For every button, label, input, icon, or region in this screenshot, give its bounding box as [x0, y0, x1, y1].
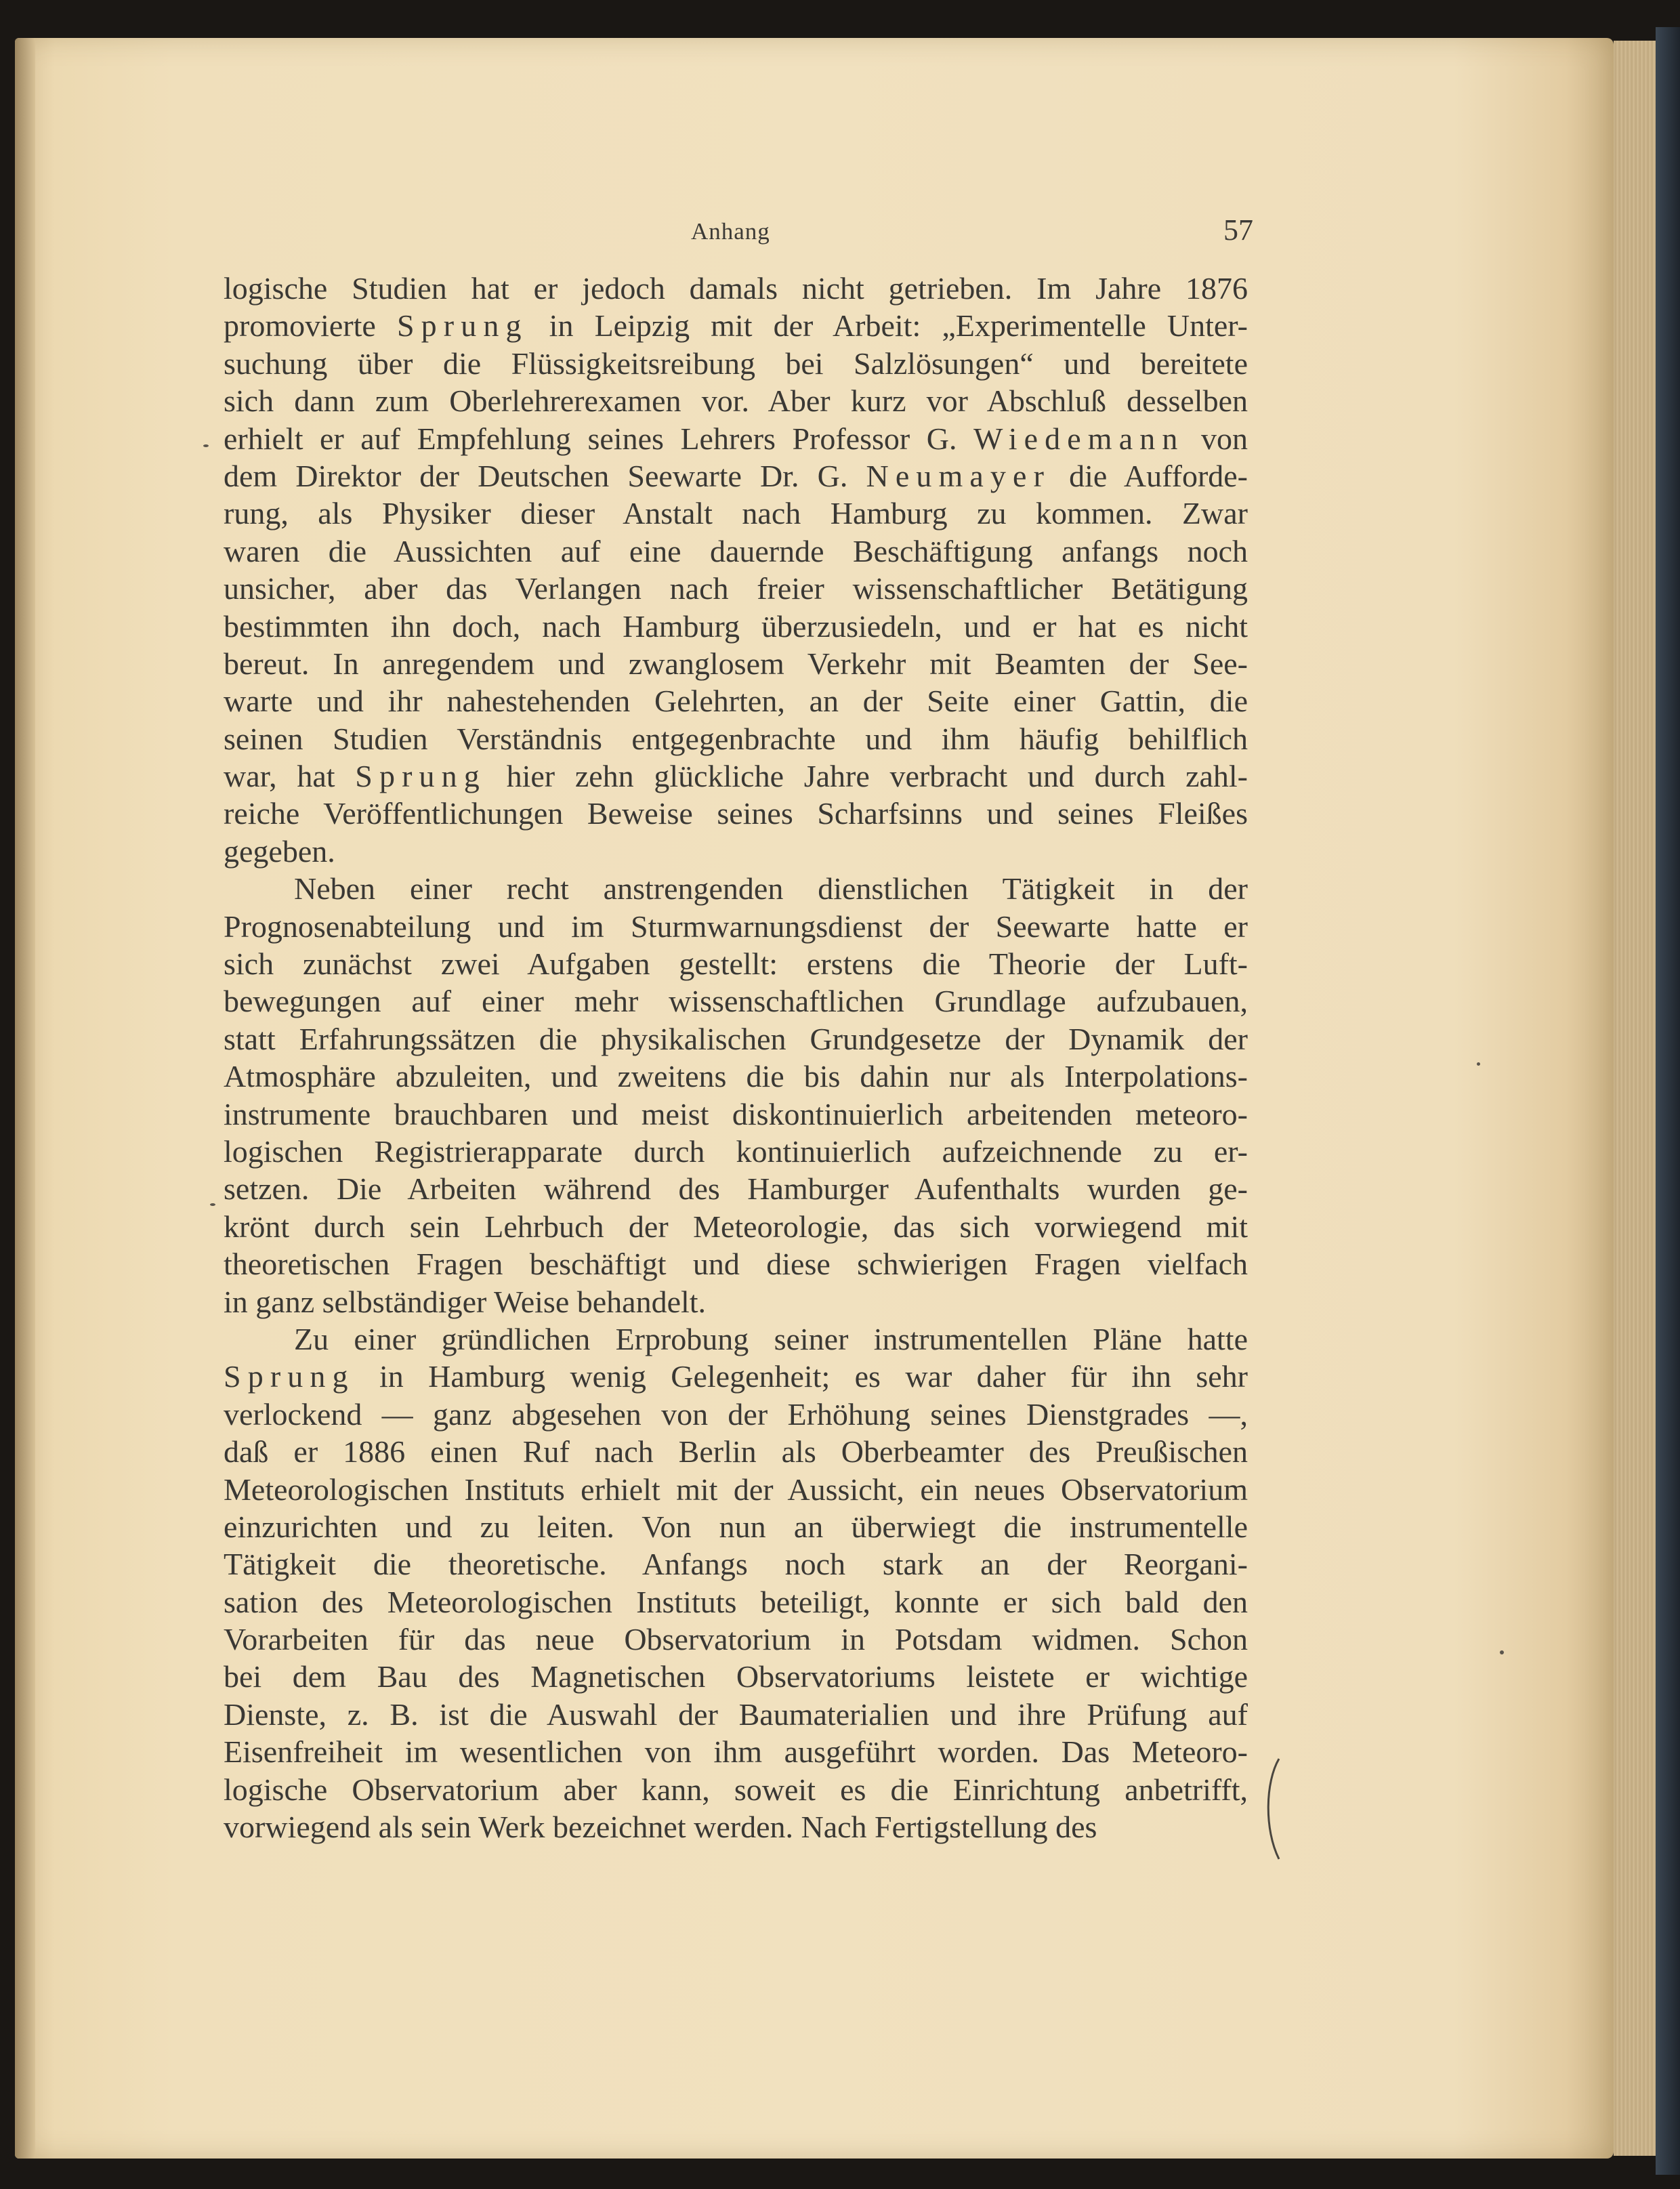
running-head-title: Anhang [691, 218, 770, 245]
ink-speck [1477, 1062, 1480, 1066]
text-line: statt Erfahrungssätzen die physikalischen Grundgesetze der Dynamik der [224, 1021, 1248, 1056]
text-line: Sprung in Hamburg wenig Gelegenheit; es war daher für ihn sehr [224, 1359, 1248, 1394]
paragraph [224, 270, 1248, 870]
text-line: verlockend — ganz abgesehen von der Erhöhung seines Dienstgrades —, [224, 1396, 1248, 1432]
paragraph [224, 1320, 1248, 1846]
text-line: bei dem Bau des Magnetischen Observatoriums leistete er wichtige [224, 1659, 1248, 1694]
text-line: Tätigkeit die theoretische. Anfangs noch stark an der Reorgani- [224, 1547, 1248, 1582]
text-line: promovierte Sprung in Leipzig mit der Arbeit: „Experimentelle Unter- [224, 308, 1248, 343]
text-line: Meteorologischen Instituts erhielt mit der Aussicht, ein neues Observatorium [224, 1472, 1248, 1507]
page-edges [1614, 41, 1656, 2156]
text-line: bestimmten ihn doch, nach Hamburg überzusiedeln, und er hat es nicht [224, 608, 1248, 644]
text-line: war, hat Sprung hier zehn glückliche Jahre verbracht und durch zahl- [224, 759, 1248, 794]
text-line: daß er 1886 einen Ruf nach Berlin als Oberbeamter des Preußischen [224, 1434, 1248, 1469]
text-line: Zu einer gründlichen Erprobung seiner instrumentellen Pläne hatte [294, 1321, 1248, 1356]
spaced-name: Sprung [224, 1359, 355, 1394]
text-line: bereut. In anregendem und zwanglosem Verkehr mit Beamten der See- [224, 646, 1248, 681]
text-line: vorwiegend als sein Werk bezeichnet werden. Nach Fertigstellung des [224, 1810, 1097, 1845]
text-line: logische Observatorium aber kann, soweit es die Einrichtung anbetrifft, [224, 1772, 1248, 1807]
text-line: setzen. Die Arbeiten während des Hamburger Aufenthalts wurden ge- [224, 1171, 1248, 1207]
spaced-name: Sprung [396, 308, 528, 343]
text-line: warte und ihr nahestehenden Gelehrten, an der Seite einer Gattin, die [224, 684, 1248, 719]
page-number: 57 [1223, 213, 1253, 247]
text-line: bewegungen auf einer mehr wissenschaftlichen Grundlage aufzubauen, [224, 984, 1248, 1019]
text-line: Prognosenabteilung und im Sturmwarnungsdienst der Seewarte hatte er [224, 909, 1248, 944]
text-line: seinen Studien Verständnis entgegenbrachte und ihm häufig behilflich [224, 721, 1248, 756]
text-line: rung, als Physiker dieser Anstalt nach Hamburg zu kommen. Zwar [224, 496, 1248, 531]
text-line: dem Direktor der Deutschen Seewarte Dr. G. Neumayer die Aufforde- [224, 458, 1248, 493]
text-line: waren die Aussichten auf eine dauernde Beschäftigung anfangs noch [224, 533, 1248, 568]
margin-bracket-mark [1259, 1755, 1286, 1863]
text-line: in ganz selbständiger Weise behandelt. [224, 1284, 707, 1319]
text-line: sation des Meteorologischen Instituts beteiligt, konnte er sich bald den [224, 1584, 1248, 1619]
text-line: reiche Veröffentlichungen Beweise seines Scharfsinns und seines Fleißes [224, 796, 1248, 831]
book-cover-edge [1656, 27, 1680, 2175]
ink-speck [1500, 1650, 1504, 1654]
spaced-name: Sprung [355, 759, 486, 794]
text-line: logische Studien hat er jedoch damals nicht getrieben. Im Jahre 1876 [224, 271, 1248, 306]
text-line: Atmosphäre abzuleiten, und zweitens die bis dahin nur als Interpolations- [224, 1059, 1248, 1094]
text-line: logischen Registrierapparate durch kontinuierlich aufzeichnende zu er- [224, 1133, 1248, 1169]
text-line: Dienste, z. B. ist die Auswahl der Baumaterialien und ihre Prüfung auf [224, 1696, 1248, 1732]
spaced-name: Neumayer [866, 458, 1051, 493]
text-line: theoretischen Fragen beschäftigt und diese schwierigen Fragen vielfach [224, 1247, 1248, 1282]
ink-speck [210, 1203, 215, 1206]
text-line: sich zunächst zwei Aufgaben gestellt: erstens die Theorie der Luft- [224, 946, 1248, 982]
text-line: Eisenfreiheit im wesentlichen von ihm ausgeführt worden. Das Meteoro- [224, 1734, 1248, 1770]
text-line: Neben einer recht anstrengenden dienstlichen Tätigkeit in der [294, 871, 1248, 906]
text-line: einzurichten und zu leiten. Von nun an überwiegt die instrumentelle [224, 1509, 1248, 1544]
spaced-name: Wiedemann [973, 421, 1185, 456]
body-text [224, 270, 1248, 1846]
text-line: krönt durch sein Lehrbuch der Meteorologie, das sich vorwiegend mit [224, 1209, 1248, 1244]
text-line: Vorarbeiten für das neue Observatorium in Potsdam widmen. Schon [224, 1622, 1248, 1657]
paragraph [224, 870, 1248, 1320]
text-line: instrumente brauchbaren und meist diskontinuierlich arbeitenden meteoro- [224, 1096, 1248, 1131]
ink-speck [203, 444, 209, 447]
text-line: unsicher, aber das Verlangen nach freier wissenschaftlicher Betätigung [224, 571, 1248, 606]
binding-gutter [15, 38, 35, 2159]
text-line: gegeben. [224, 833, 335, 869]
text-line: suchung über die Flüssigkeitsreibung bei Salzlösungen“ und bereitete [224, 346, 1248, 381]
text-line: sich dann zum Oberlehrerexamen vor. Aber kurz vor Abschluß desselben [224, 383, 1248, 419]
text-line: erhielt er auf Empfehlung seines Lehrers Professor G. Wiedemann von [224, 421, 1248, 456]
